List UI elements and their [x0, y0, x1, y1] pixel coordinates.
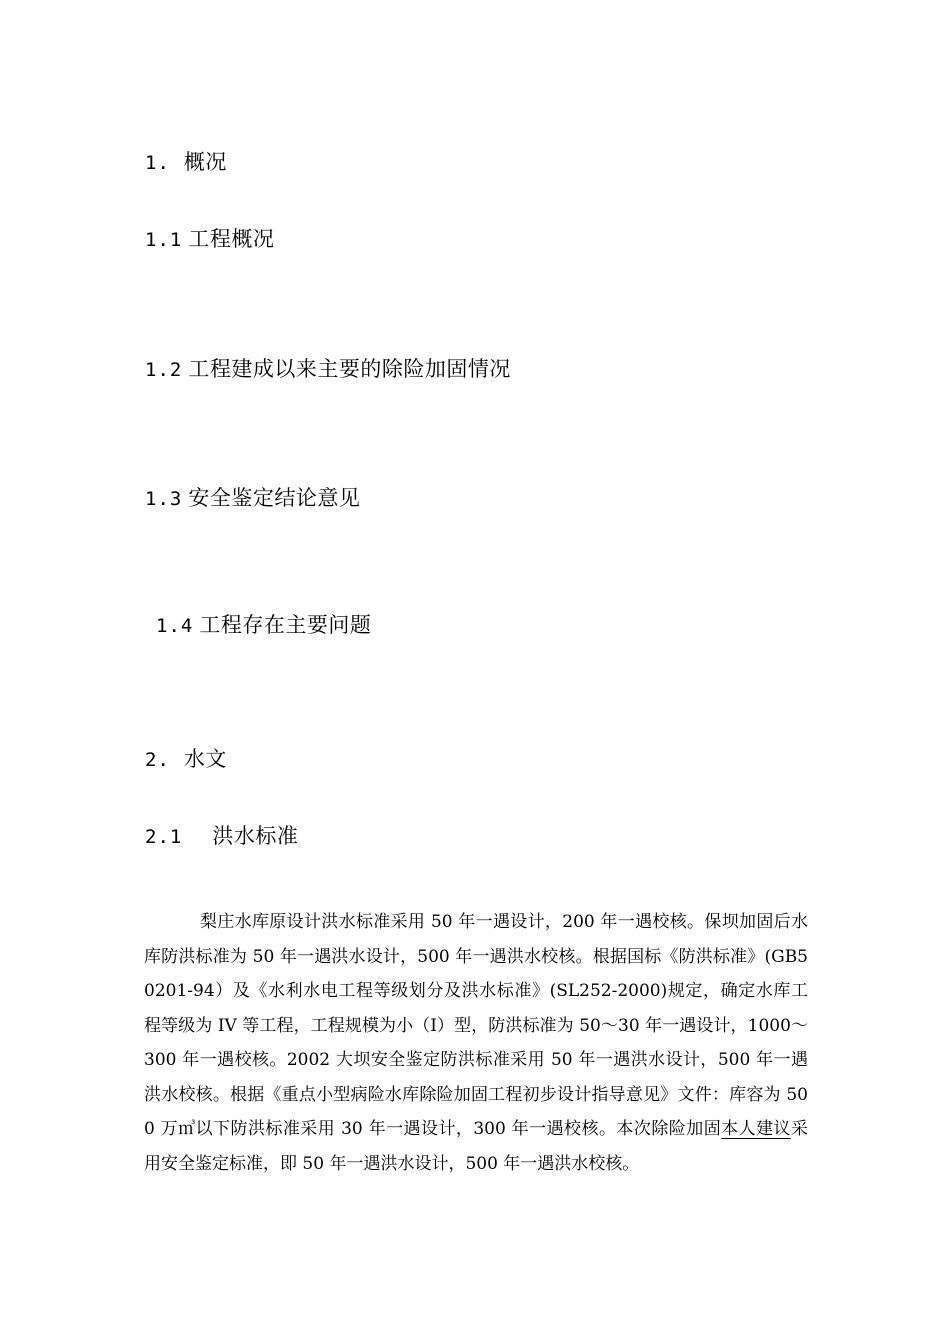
heading-text: 工程建成以来主要的除险加固情况: [188, 357, 511, 381]
heading-text: 安全鉴定结论意见: [188, 486, 361, 510]
heading-text: 概况: [183, 150, 227, 174]
section-heading-2-1: [145, 822, 298, 851]
heading-text: 工程存在主要问题: [199, 613, 372, 637]
section-heading-1-3: [145, 484, 360, 513]
underlined-phrase: 本人建议: [721, 1119, 792, 1139]
flood-standard-paragraph: [144, 905, 808, 1181]
heading-number: 1.4: [156, 615, 194, 637]
heading-text: 水文: [183, 747, 227, 771]
heading-number: 1.1: [145, 229, 183, 251]
heading-number: 2.1: [145, 826, 183, 848]
heading-number: 1.2: [145, 359, 183, 381]
paragraph-text-end: 采用安全鉴定标准，即 50 年一遇洪水设计，500 年一遇洪水校核。: [144, 1119, 809, 1174]
heading-number: 1.: [145, 152, 170, 174]
heading-text: 洪水标准: [212, 824, 299, 848]
section-heading-1: [145, 148, 227, 177]
heading-number: 1.3: [145, 488, 183, 510]
section-heading-2: [145, 745, 227, 774]
section-heading-1-1: [145, 225, 274, 254]
paragraph-text-start: 梨庄水库原设计洪水标准采用 50 年一遇设计，200 年一遇校核。保坝加固后水库防洪标准为 50 年一遇洪水设计，500 年一遇洪水校核。根据国标《防洪标准》(GB50201-94）及《水利水电工程等级划分及洪水标准》(SL252-2000)规定，确定水库工程等级为 IV 等工程，工程规模为小（I）型，防洪标准为 50～30 年一遇设计，1000～300 年一遇校核。2002 大坝安全鉴定防洪标准采用 50 年一遇洪水设计，500 年一遇洪水校核。根据《重点小型病险水库除险加固工程初步设计指导意见》文件：库容为 500 万㎥以下防洪标准采用 30 年一遇设计，300 年一遇校核。本次除险加固: [144, 912, 808, 1139]
section-heading-1-2: [145, 355, 511, 384]
heading-number: 2.: [145, 749, 170, 771]
section-heading-1-4: [156, 611, 371, 640]
heading-text: 工程概况: [188, 227, 275, 251]
